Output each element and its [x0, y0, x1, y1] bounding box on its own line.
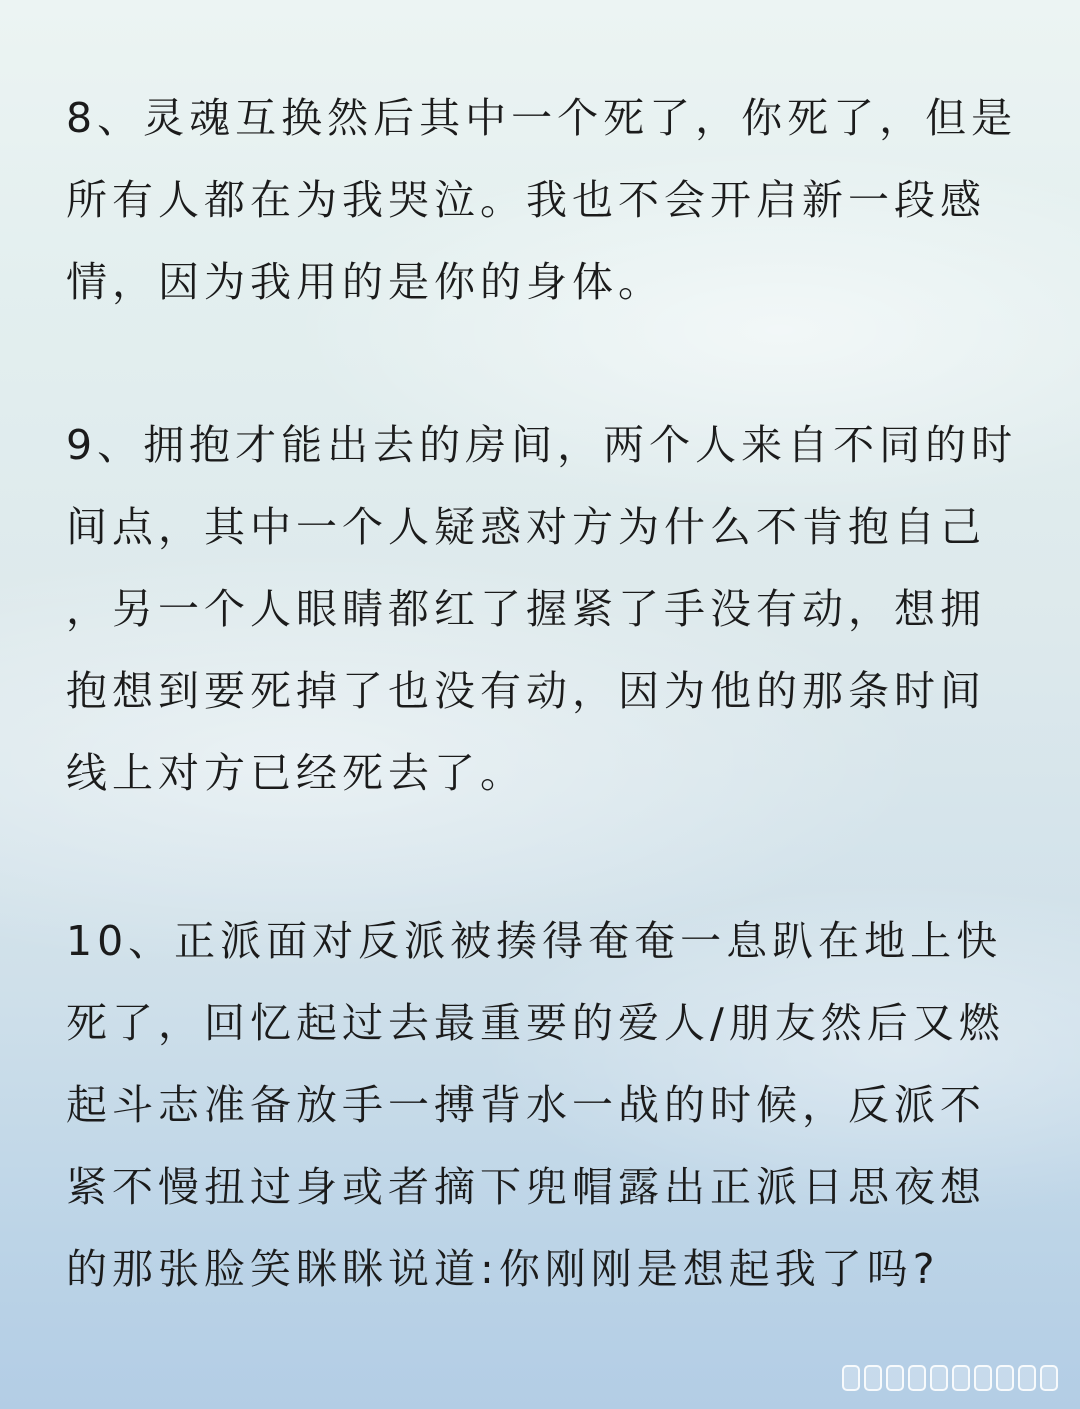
paragraph-line: 所有人都在为我哭泣。我也不会开启新一段感: [66, 176, 986, 224]
paragraph-line: 9、拥抱才能出去的房间，两个人来自不同的时: [66, 421, 1018, 469]
watermark-bar: [864, 1365, 882, 1391]
paragraph-10: [66, 900, 1016, 1310]
paragraph-8: [66, 77, 1016, 323]
watermark-icon: [842, 1365, 1058, 1391]
watermark-bar: [974, 1365, 992, 1391]
paragraph-line: 紧不慢扭过身或者摘下兜帽露出正派日思夜想: [66, 1163, 986, 1211]
watermark-bar: [930, 1365, 948, 1391]
paragraph-line: 情，因为我用的是你的身体。: [66, 258, 664, 306]
paragraph-line: 8、灵魂互换然后其中一个死了，你死了，但是: [66, 94, 1018, 142]
watermark-bar: [1040, 1365, 1058, 1391]
watermark-bar: [886, 1365, 904, 1391]
watermark-bar: [996, 1365, 1014, 1391]
watermark-bar: [908, 1365, 926, 1391]
paragraph-line: 抱想到要死掉了也没有动，因为他的那条时间: [66, 667, 986, 715]
watermark-bar: [842, 1365, 860, 1391]
paragraph-line: 的那张脸笑眯眯说道:你刚刚是想起我了吗?: [66, 1245, 940, 1293]
watermark-bar: [952, 1365, 970, 1391]
paragraph-line: 死了，回忆起过去最重要的爱人/朋友然后又燃: [66, 999, 1005, 1047]
paragraph-line: 10、正派面对反派被揍得奄奄一息趴在地上快: [66, 917, 1003, 965]
paragraph-line: 间点，其中一个人疑惑对方为什么不肯抱自己: [66, 503, 986, 551]
watermark-bar: [1018, 1365, 1036, 1391]
paragraph-line: 起斗志准备放手一搏背水一战的时候，反派不: [66, 1081, 986, 1129]
paragraph-9: [66, 404, 1016, 814]
paragraph-line: ，另一个人眼睛都红了握紧了手没有动，想拥: [66, 585, 986, 633]
paragraph-line: 线上对方已经死去了。: [66, 749, 526, 797]
